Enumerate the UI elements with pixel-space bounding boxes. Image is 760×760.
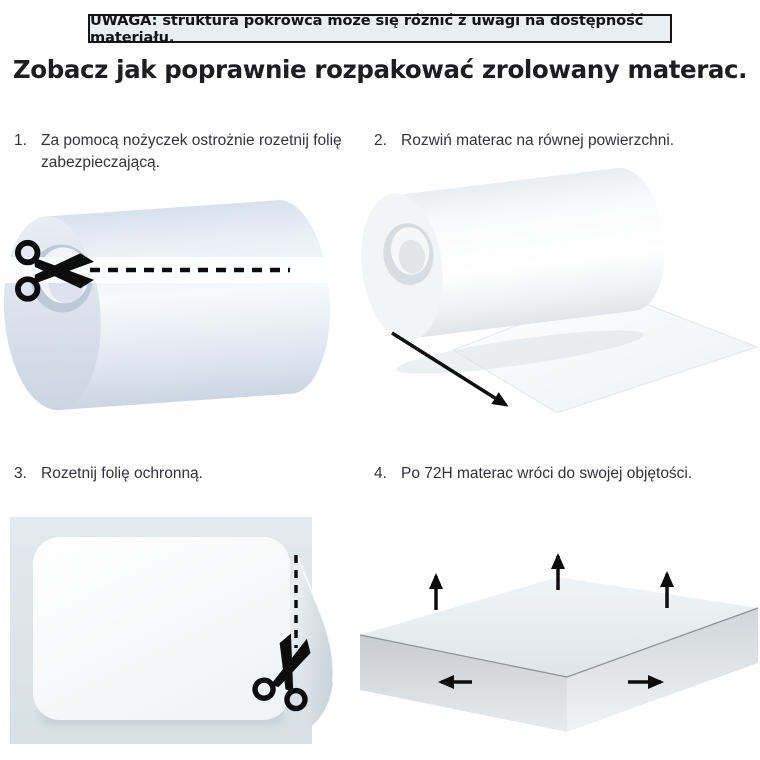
- unrolling-mattress-illustration: [360, 160, 760, 430]
- step-4-text: Po 72H materac wróci do swojej objętości.: [401, 465, 693, 482]
- expanding-mattress-illustration: [355, 520, 760, 760]
- notice-banner-text: UWAGA: struktura pokrowca może się różnić z uwagi na dostępność materiału.: [90, 11, 644, 46]
- step-4: [374, 463, 756, 485]
- step-1: [14, 130, 346, 174]
- step-1-text: Za pomocą nożyczek ostrożnie rozetnij folię zabezpieczającą.: [41, 132, 342, 171]
- cutting-foil-illustration: [0, 510, 360, 760]
- mattress-roll: [0, 197, 336, 413]
- step-3: [14, 463, 346, 485]
- step-1-number: 1.: [14, 132, 27, 149]
- step-3-text: Rozetnij folię ochronną.: [41, 465, 203, 482]
- step-2-number: 2.: [374, 132, 387, 149]
- step-2: [374, 130, 756, 152]
- page-title: Zobacz jak poprawnie rozpakować zrolowany materac.: [12, 55, 748, 84]
- step-4-number: 4.: [374, 465, 387, 482]
- flat-mattress: [33, 537, 290, 720]
- step-2-text: Rozwiń materac na równej powierzchni.: [401, 132, 675, 149]
- notice-banner: [88, 11, 672, 46]
- step-3-number: 3.: [14, 465, 27, 482]
- rolled-mattress-cut-illustration: [0, 185, 360, 425]
